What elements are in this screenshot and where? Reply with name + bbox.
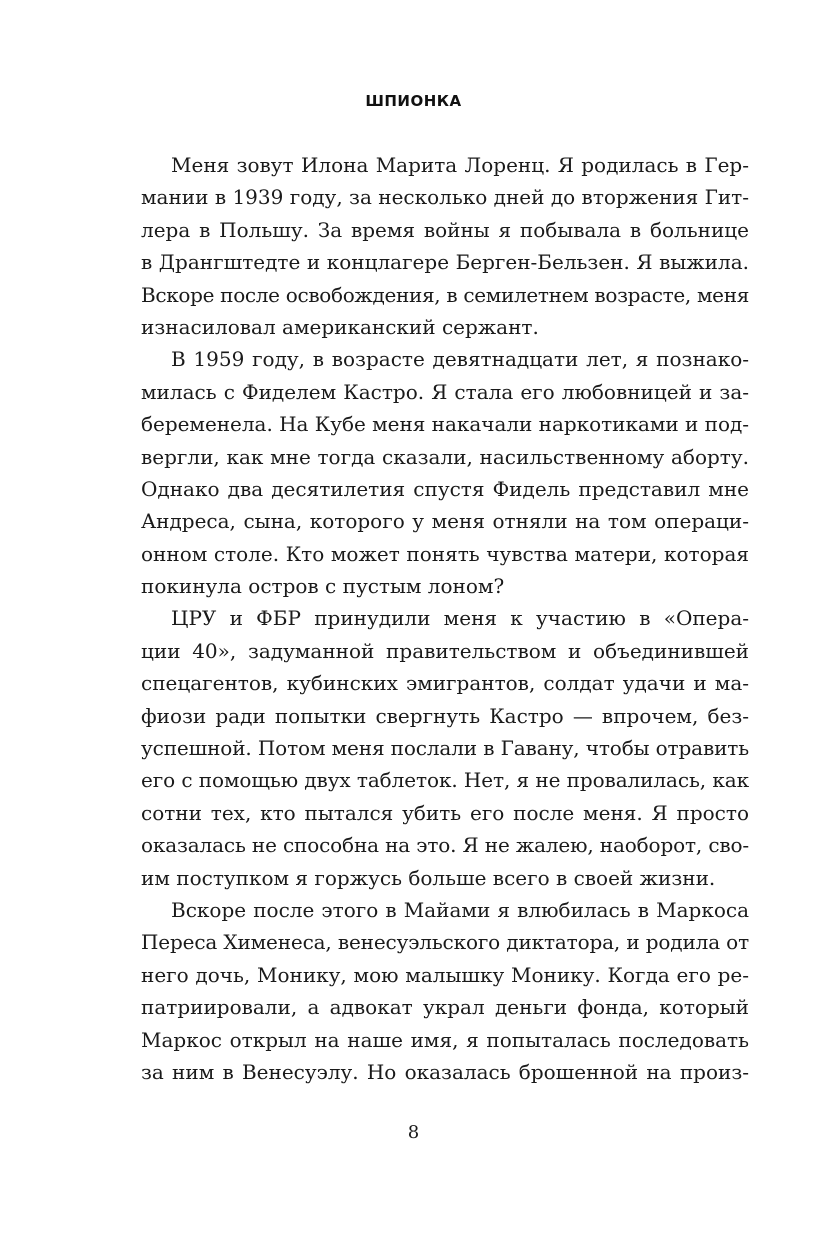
text-line: им поступком я горжусь больше всего в своей жизни. — [141, 865, 716, 890]
running-head: ШПИОНКА — [365, 92, 462, 110]
text-line: ции 40», задуманной правительством и объединившей — [141, 638, 749, 663]
text-line: вергли, как мне тогда сказали, насильственному аборту. — [141, 444, 749, 469]
text-line: оказалась не способна на это. Я не жалею, наоборот, сво- — [141, 833, 749, 858]
text-line: фиози ради попытки свергнуть Кастро — впрочем, без- — [141, 703, 749, 728]
text-line: лера в Польшу. За время войны я побывала в больнице — [141, 217, 749, 242]
text-line: изнасиловал американский сержант. — [141, 314, 539, 339]
text-line: Маркос открыл на наше имя, я попыталась последовать — [141, 1027, 749, 1052]
body-text — [141, 149, 749, 1088]
text-line: онном столе. Кто может понять чувства матери, которая — [141, 541, 749, 566]
text-line: за ним в Венесуэлу. Но оказалась брошенной на произ- — [141, 1059, 749, 1084]
paragraph-3 — [141, 602, 749, 894]
text-line: милась с Фиделем Кастро. Я стала его любовницей и за- — [141, 379, 749, 404]
text-line: успешной. Потом меня послали в Гавану, чтобы отравить — [141, 736, 749, 761]
paragraph-4 — [141, 894, 749, 1088]
text-line: него дочь, Монику, мою малышку Монику. Когда его ре- — [141, 962, 749, 987]
text-line: Вскоре после освобождения, в семилетнем возрасте, меня — [141, 282, 750, 307]
text-line: мании в 1939 году, за несколько дней до вторжения Гит- — [141, 185, 749, 210]
text-line: покинула остров с пустым лоном? — [141, 574, 505, 599]
text-line: Однако два десятилетия спустя Фидель представил мне — [141, 476, 749, 501]
text-line: в Дрангштедте и концлагере Берген-Бельзен. Я выжила. — [141, 250, 749, 275]
paragraph-2 — [141, 343, 749, 602]
text-line: патриировали, а адвокат украл деньги фонда, который — [141, 995, 749, 1020]
text-line: его с помощью двух таблеток. Нет, я не провалилась, как — [141, 768, 749, 793]
page-number: 8 — [407, 1122, 420, 1143]
text-line: Андреса, сына, которого у меня отняли на том операци- — [141, 509, 749, 534]
text-line: спецагентов, кубинских эмигрантов, солдат удачи и ма- — [141, 671, 749, 696]
paragraph-1 — [141, 149, 749, 343]
text-line: Переса Хименеса, венесуэльского диктатора, и родила от — [141, 930, 749, 955]
text-line: ЦРУ и ФБР принудили меня к участию в «Опера- — [171, 606, 749, 631]
text-line: сотни тех, кто пытался убить его после меня. Я просто — [141, 800, 749, 825]
text-line: Меня зовут Илона Марита Лоренц. Я родилась в Гер- — [171, 153, 749, 177]
text-line: беременела. На Кубе меня накачали наркотиками и под- — [141, 412, 749, 437]
text-line: Вскоре после этого в Майами я влюбилась в Маркоса — [171, 897, 749, 922]
text-line: В 1959 году, в возрасте девятнадцати лет, я познако- — [171, 347, 749, 372]
